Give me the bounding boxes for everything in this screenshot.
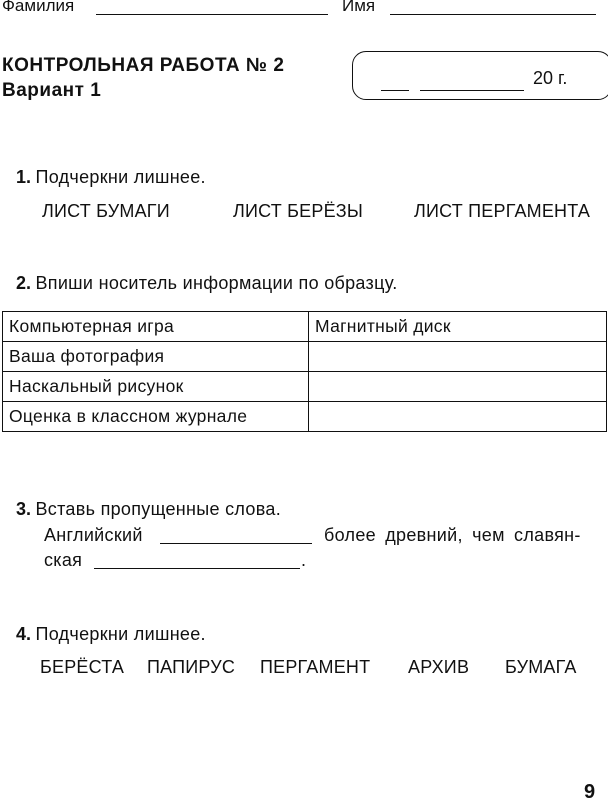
name-label: Имя: [342, 0, 376, 15]
task-4-word[interactable]: БЕРЁСТА: [40, 657, 125, 677]
table-cell-carrier-input[interactable]: [309, 402, 607, 432]
task-4-word[interactable]: ПЕРГАМЕНТ: [260, 657, 371, 677]
blank-field-1[interactable]: [160, 543, 312, 544]
task-3-line-1-end: более древний, чем славян-: [324, 525, 581, 545]
page-number: 9: [584, 781, 596, 803]
table-cell-carrier-input[interactable]: [309, 342, 607, 372]
table-cell-item: Компьютерная игра: [3, 312, 309, 342]
task-text: Подчеркни лишнее.: [35, 624, 206, 644]
task-number: 1.: [16, 167, 32, 187]
task-1-word[interactable]: ЛИСТ ПЕРГАМЕНТА: [414, 201, 591, 221]
date-year-suffix: 20 г.: [533, 68, 568, 88]
task-4-word[interactable]: АРХИВ: [408, 657, 470, 677]
task-3-period: .: [301, 550, 307, 570]
task-1-word[interactable]: ЛИСТ БУМАГИ: [42, 201, 170, 221]
task-3-line-2-start: ская: [44, 550, 83, 570]
table-cell-carrier-input[interactable]: [309, 372, 607, 402]
table-cell-item: Оценка в классном журнале: [3, 402, 309, 432]
task-number: 4.: [16, 624, 32, 644]
table-row: [3, 342, 607, 372]
task-text: Вставь пропущенные слова.: [35, 499, 282, 519]
task-4-word[interactable]: ПАПИРУС: [147, 657, 236, 677]
date-day-field[interactable]: [381, 90, 409, 91]
date-month-field[interactable]: [420, 90, 524, 91]
task-3-line-1-start: Английский: [44, 525, 143, 545]
task-2-heading: [16, 273, 398, 294]
table-cell-item: Ваша фотография: [3, 342, 309, 372]
name-field[interactable]: [390, 14, 596, 15]
table-row: [3, 312, 607, 342]
blank-field-2[interactable]: [94, 568, 300, 569]
table-cell-item: Наскальный рисунок: [3, 372, 309, 402]
table-cell-carrier: Магнитный диск: [309, 312, 607, 342]
page-title: КОНТРОЛЬНАЯ РАБОТА № 2: [2, 55, 285, 76]
surname-label: Фамилия: [2, 0, 75, 15]
task-number: 2.: [16, 273, 32, 293]
date-box: [352, 51, 608, 100]
task-4-word[interactable]: БУМАГА: [505, 657, 577, 677]
task-text: Впиши носитель информации по образцу.: [35, 273, 398, 293]
task-number: 3.: [16, 499, 32, 519]
task-1-heading: [16, 167, 206, 188]
variant-label: Вариант 1: [2, 80, 102, 101]
task-text: Подчеркни лишнее.: [35, 167, 206, 187]
table-row: [3, 372, 607, 402]
surname-field[interactable]: [96, 14, 328, 15]
task-4-heading: [16, 624, 206, 645]
task-3-heading: [16, 499, 281, 520]
table-row: [3, 402, 607, 432]
task-1-word[interactable]: ЛИСТ БЕРЁЗЫ: [233, 201, 363, 221]
carriers-table: [2, 311, 607, 432]
